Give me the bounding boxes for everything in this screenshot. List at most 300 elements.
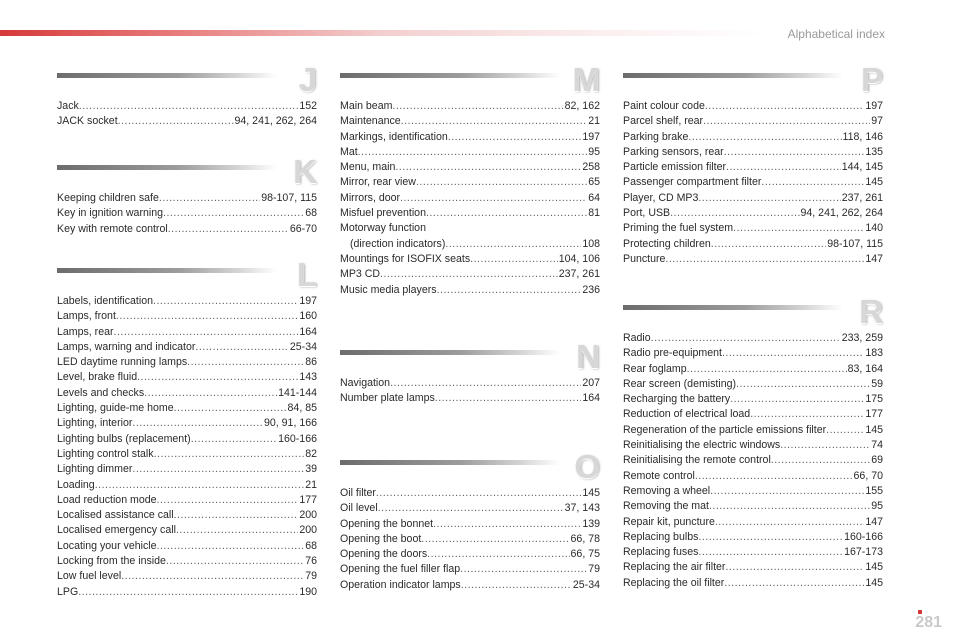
section-divider [340,350,560,355]
entry-leader [116,309,298,324]
index-entry [57,370,317,385]
entry-term: Protecting children [623,237,711,250]
entry-pages: 145 [865,176,883,189]
entry-pages: 237, 261 [558,268,600,281]
entry-leader [137,370,298,385]
entry-term: Oil filter [340,487,376,499]
entry-leader [174,508,299,523]
entry-leader [376,486,581,501]
entry-term: Radio [623,332,651,344]
entry-term: Lighting bulbs (replacement) [57,432,191,445]
section-letter: N [576,338,600,375]
entry-pages: 86 [305,356,317,369]
index-entry [57,191,317,206]
entry-pages: 66-70 [289,222,317,235]
entry-pages: 25-34 [289,340,317,353]
entry-pages: 135 [865,145,883,158]
entry-term: Replacing fuses [623,546,699,559]
entry-leader [132,462,304,477]
index-entry [623,160,883,175]
index-entry [340,175,600,190]
entry-leader [427,547,569,562]
index-entry [623,499,883,514]
entry-subterm: (direction indicators) [350,237,446,250]
entry-pages: 84, 85 [287,402,317,415]
entry-leader [771,453,870,468]
index-entry [340,160,600,175]
entry-pages: 98-107, 115 [261,192,317,204]
entry-leader [176,523,298,538]
entry-pages: 95 [871,500,883,513]
entry-leader [780,438,870,453]
entry-term: Replacing the oil filter [623,576,725,589]
entry-leader [695,469,853,484]
entry-leader [470,252,558,267]
index-entry [340,391,600,406]
entry-pages: 97 [871,115,883,128]
entry-pages: 79 [588,563,600,576]
section-entries [57,294,317,600]
entry-term: Lighting control stalk [57,447,154,460]
entry-pages: 141-144 [278,386,317,399]
index-entry [57,325,317,340]
entry-term: Remote control [623,469,695,482]
section-letter: J [298,61,317,98]
entry-term: Replacing bulbs [623,530,699,543]
entry-leader [144,386,277,401]
section-divider [623,73,843,78]
index-entry [340,376,600,391]
page-header-title: Alphabetical index [787,27,885,41]
entry-term: Jack [57,100,79,112]
entry-term: Localised emergency call [57,524,176,537]
entry-leader [395,160,581,175]
index-entry [57,554,317,569]
entry-leader [378,501,564,516]
index-entry [623,175,883,190]
entry-pages: 83, 164 [847,362,883,375]
index-entry [57,478,317,493]
entry-leader [392,99,563,114]
index-entry [57,432,317,447]
entry-pages: 147 [865,252,883,265]
entry-term: Locating your vehicle [57,539,157,552]
section-entries [57,99,317,130]
section-entries [340,486,600,593]
entry-leader [448,130,582,145]
section-entries [340,99,600,298]
entry-pages: 160-166 [844,530,883,543]
page-number: 281 [915,614,942,631]
entry-pages: 94, 241, 262, 264 [800,207,883,220]
entry-pages: 21 [305,478,317,491]
entry-term: Reinitialising the remote control [623,454,771,467]
entry-leader [445,237,581,252]
entry-term: Labels, identification [57,295,153,307]
entry-leader [724,145,865,160]
entry-term: Menu, main [340,161,396,174]
section-letter: R [859,293,883,330]
index-entry [57,416,317,431]
entry-leader [687,362,847,377]
entry-term: Mirrors, door [340,191,401,204]
entry-term: Opening the fuel filler flap [340,563,461,576]
index-entry [340,517,600,532]
index-entry [623,252,883,267]
entry-pages: 177 [865,408,883,421]
entry-term: Priming the fuel system [623,222,734,235]
entry-pages: 155 [865,484,883,497]
index-entry [57,355,317,370]
entry-leader [724,576,864,591]
entry-leader [750,407,864,422]
index-entry [57,539,317,554]
section-letter: M [572,61,600,98]
entry-pages: 145 [582,487,600,499]
entry-term: Oil level [340,502,378,515]
entry-leader [400,191,587,206]
entry-leader [651,331,841,346]
entry-term: Parcel shelf, rear [623,115,704,128]
entry-term: LPG [57,585,79,598]
index-entry [623,145,883,160]
section-divider [57,73,277,78]
entry-leader [715,515,864,530]
entry-pages: 145 [865,561,883,574]
index-entry [340,130,600,145]
index-entry [623,191,883,206]
entry-term: Opening the doors [340,548,428,561]
index-entry [623,237,883,252]
entry-pages: 37, 143 [564,502,600,515]
entry-pages: 69 [871,454,883,467]
entry-pages: 98-107, 115 [827,237,883,250]
index-entry [340,578,600,593]
entry-leader [703,114,870,129]
index-entry [623,515,883,530]
entry-term: Low fuel level [57,570,122,583]
entry-leader [722,346,864,361]
entry-leader [154,447,305,462]
index-entry [57,401,317,416]
index-entry [340,562,600,577]
entry-pages: 118, 146 [842,130,883,143]
entry-term: Misfuel prevention [340,207,426,220]
entry-pages: 66, 78 [570,532,600,545]
entry-pages: 160 [299,310,317,323]
entry-pages: 167-173 [844,546,883,559]
entry-leader [725,560,864,575]
entry-pages: 197 [582,130,600,143]
index-entry [57,585,317,600]
entry-term: Port, USB [623,207,671,220]
index-entry [57,508,317,523]
entry-term: Number plate lamps [340,392,435,405]
entry-leader [390,376,581,391]
index-entry [57,222,317,237]
entry-term: Lamps, rear [57,325,114,338]
entry-pages: 59 [871,377,883,390]
entry-pages: 152 [299,100,317,112]
entry-pages: 66, 75 [570,548,600,561]
section-letter: P [860,61,883,98]
entry-leader [736,377,870,392]
entry-pages: 90, 91, 166 [263,417,317,430]
entry-leader [114,325,299,340]
entry-pages: 190 [299,585,317,598]
entry-pages: 68 [305,539,317,552]
index-entry [623,362,883,377]
entry-pages: 197 [299,295,317,307]
index-entry [623,99,883,114]
index-entry [57,340,317,355]
index-entry [57,523,317,538]
entry-leader [79,99,299,114]
entry-pages: 145 [865,423,883,436]
section-divider [57,268,277,273]
index-entry [623,377,883,392]
entry-leader [157,493,299,508]
entry-term: Removing the mat [623,500,709,513]
entry-term: Markings, identification [340,130,448,143]
index-entry [340,114,600,129]
entry-leader [174,401,287,416]
entry-pages: 236 [582,283,600,296]
index-entry [623,560,883,575]
entry-leader [157,539,305,554]
entry-pages: 164 [299,325,317,338]
section-entries [340,376,600,407]
entry-leader [688,130,841,145]
index-entry [340,206,600,221]
index-entry [57,99,317,114]
entry-pages: 183 [865,347,883,360]
entry-term: Removing a wheel [623,484,711,497]
entry-term: Lamps, warning and indicator [57,340,196,353]
entry-term: Motorway function [340,222,426,235]
entry-pages: 160-166 [278,432,317,445]
entry-leader [709,499,870,514]
entry-term: Passenger compartment filter [623,176,762,189]
section-divider [340,460,560,465]
entry-term: Player, CD MP3 [623,191,699,204]
index-entry [623,392,883,407]
entry-leader [191,432,277,447]
entry-pages: 164 [582,392,600,405]
entry-term: Parking brake [623,130,689,143]
index-entry [57,462,317,477]
entry-pages: 79 [305,570,317,583]
section-entries [623,331,883,591]
entry-term: Parking sensors, rear [623,145,724,158]
entry-pages: 82 [305,447,317,460]
index-entry [340,501,600,516]
entry-leader [730,392,864,407]
entry-leader [761,175,864,190]
entry-pages: 81 [588,207,600,220]
entry-leader [358,145,588,160]
entry-term: Lamps, front [57,310,116,323]
entry-leader [163,206,304,221]
entry-term: LED daytime running lamps [57,356,188,369]
index-entry [340,191,600,206]
index-entry [623,469,883,484]
entry-leader [710,484,864,499]
index-entry [340,267,600,282]
entry-leader [698,191,840,206]
index-entry [623,438,883,453]
index-entry [57,386,317,401]
index-entry [623,545,883,560]
entry-pages: 68 [305,207,317,220]
section-divider [623,305,843,310]
index-entry [340,532,600,547]
entry-leader [733,221,864,236]
index-entry [57,309,317,324]
entry-leader [78,585,298,600]
entry-term: Localised assistance call [57,509,174,522]
entry-leader [826,423,864,438]
entry-leader [460,562,587,577]
entry-term: Mountings for ISOFIX seats [340,252,471,265]
entry-term: Replacing the air filter [623,561,726,574]
entry-leader [433,517,581,532]
index-entry [57,447,317,462]
entry-pages: 177 [299,493,317,506]
index-entry [340,145,600,160]
entry-leader [426,206,587,221]
section-divider [340,73,560,78]
entry-pages: 65 [588,176,600,189]
entry-pages: 140 [865,222,883,235]
entry-leader [670,206,799,221]
entry-term: Radio pre-equipment [623,347,722,360]
section-entries [57,191,317,237]
entry-leader [461,578,572,593]
index-entry [340,547,600,562]
entry-term: Loading [57,478,95,491]
entry-pages: 104, 106 [558,252,600,265]
entry-leader [166,554,304,569]
entry-term: Repair kit, puncture [623,515,715,528]
entry-pages: 21 [588,115,600,128]
entry-term: Maintenance [340,115,401,128]
entry-term: Mat [340,145,358,158]
entry-leader [118,114,234,129]
index-entry [340,283,600,298]
entry-pages: 39 [305,463,317,476]
entry-leader [435,391,582,406]
entry-term: Rear foglamp [623,362,687,375]
entry-leader [711,237,826,252]
index-entry [57,569,317,584]
entry-term: Key with remote control [57,222,168,235]
index-entry [623,576,883,591]
entry-term: Lighting, interior [57,417,133,430]
entry-pages: 82, 162 [564,100,600,112]
entry-pages: 64 [588,191,600,204]
index-entry [623,407,883,422]
entry-pages: 108 [582,237,600,250]
entry-pages: 207 [582,377,600,389]
entry-pages: 233, 259 [841,332,883,344]
index-entry [57,493,317,508]
entry-term: Regeneration of the particle emissions filter [623,423,827,436]
entry-pages: 200 [299,524,317,537]
index-entry [623,206,883,221]
entry-leader [159,191,260,206]
entry-term: Reduction of electrical load [623,408,751,421]
entry-term: Load reduction mode [57,493,157,506]
entry-pages: 197 [865,100,883,112]
entry-leader [665,252,864,267]
entry-pages: 94, 241, 262, 264 [234,115,317,128]
section-letter: L [296,256,317,293]
entry-leader [401,114,588,129]
section-letter: O [574,448,600,485]
entry-leader [698,545,843,560]
entry-term: Operation indicator lamps [340,578,461,591]
index-entry [340,486,600,501]
entry-pages: 76 [305,555,317,568]
index-entry [340,252,600,267]
entry-term: Lighting dimmer [57,463,133,476]
entry-pages: 175 [865,393,883,406]
entry-term: Paint colour code [623,100,705,112]
entry-pages: 200 [299,509,317,522]
entry-leader [168,222,289,237]
entry-term: Key in ignition warning [57,207,163,220]
entry-term: Puncture [623,252,666,265]
entry-pages: 143 [299,371,317,384]
entry-term: Opening the bonnet [340,517,434,530]
entry-leader [437,283,582,298]
index-entry [623,423,883,438]
entry-term: Lighting, guide-me home [57,402,174,415]
index-entry [340,221,600,252]
entry-term: Main beam [340,100,393,112]
entry-term: Music media players [340,283,437,296]
entry-term: Particle emission filter [623,161,727,174]
entry-leader [380,267,558,282]
entry-leader [195,340,289,355]
entry-pages: 237, 261 [841,191,883,204]
index-entry [623,130,883,145]
entry-term: MP3 CD [340,268,381,281]
entry-leader [187,355,304,370]
index-entry [623,453,883,468]
entry-term: Recharging the battery [623,393,731,406]
entry-term: Locking from the inside [57,555,166,568]
index-entry [57,114,317,129]
index-entry [623,346,883,361]
entry-leader [416,175,587,190]
entry-leader [153,294,298,309]
index-entry [57,206,317,221]
entry-leader [421,532,569,547]
entry-leader [95,478,304,493]
index-entry [623,331,883,346]
section-entries [623,99,883,267]
index-entry [623,221,883,236]
entry-term: Opening the boot [340,532,422,545]
entry-term: Navigation [340,377,391,389]
section-letter: K [293,153,317,190]
entry-leader [705,99,864,114]
entry-subline [340,237,600,252]
entry-term: Reinitialising the electric windows [623,439,781,452]
entry-pages: 74 [871,439,883,452]
